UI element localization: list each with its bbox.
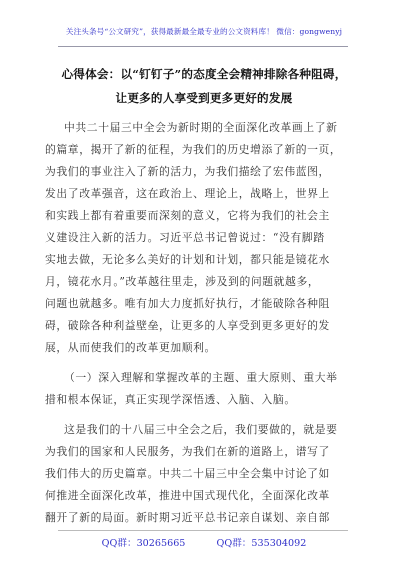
body-line: 为我们的事业注入了新的活力，为我们描绘了宏伟蓝图，	[45, 165, 330, 178]
body-line: 翻开了新的局面。新时期习近平总书记亲自谋划、亲自部	[45, 511, 330, 524]
body-line: 义建设注入新的活力。习近平总书记曾说过：“没有脚踏	[45, 231, 325, 244]
footer-divider	[58, 530, 348, 531]
body-line: 和实践上都有着重要而深刻的意义，它将为我们的社会主	[45, 209, 330, 222]
body-line: 月，镜花水月。”改革越往里走，涉及到的问题就越多，	[45, 275, 320, 288]
footer-qq-group-2: QQ群：535304092	[216, 538, 307, 549]
body-line: 碍，破除各种利益壁垒，让更多的人享受到更多更好的发	[45, 319, 330, 332]
body-line: 实地去做，无论多么美好的计划和计划，都只能是镜花水	[45, 253, 330, 266]
body-line: 何推进全面深化改革，推进中国式现代化，全面深化改革	[45, 489, 330, 502]
body-line: 中共二十届三中全会为新时期的全面深化改革画上了新	[64, 121, 338, 134]
header-banner: 关注头条号“公文研究”，获得最新最全最专业的公文资料库！ 微信：gongwenyj	[65, 27, 343, 36]
body-line: 问题也就越多。唯有加大力度抓好执行，才能破除各种阻	[45, 297, 330, 310]
footer-qq-group-1: QQ群：30265665	[101, 538, 186, 549]
body-line: 的篇章，揭开了新的征程，为我们的历史增添了新的一页，	[45, 143, 342, 156]
body-line: 发出了改革强音，这在政治上、理论上，战略上，世界上	[45, 187, 330, 200]
body-line: 我们伟大的历史篇章。中共二十届三中全会集中讨论了如	[45, 467, 330, 480]
body-line: （一）深入理解和掌握改革的主题、重大原则、重大举	[64, 371, 338, 384]
document-title-line-1: 心得体会：以“钉钉子”的态度全会精神排除各种阻碍，	[61, 67, 347, 81]
header-divider	[58, 46, 348, 47]
body-line: 这是我们的十八届三中全会之后，我们要做的，就是要	[64, 423, 338, 436]
body-line: 展，从而使我们的改革更加顺利。	[45, 341, 216, 354]
footer	[0, 535, 408, 549]
document-title-line-2: 让更多的人享受到更多更好的发展	[115, 91, 293, 105]
body-line: 措和根本保证，真正实现学深悟透、入脑、入脑。	[45, 393, 296, 406]
body-line: 为我们的国家和人民服务，为我们在新的道路上，谱写了	[45, 445, 330, 458]
